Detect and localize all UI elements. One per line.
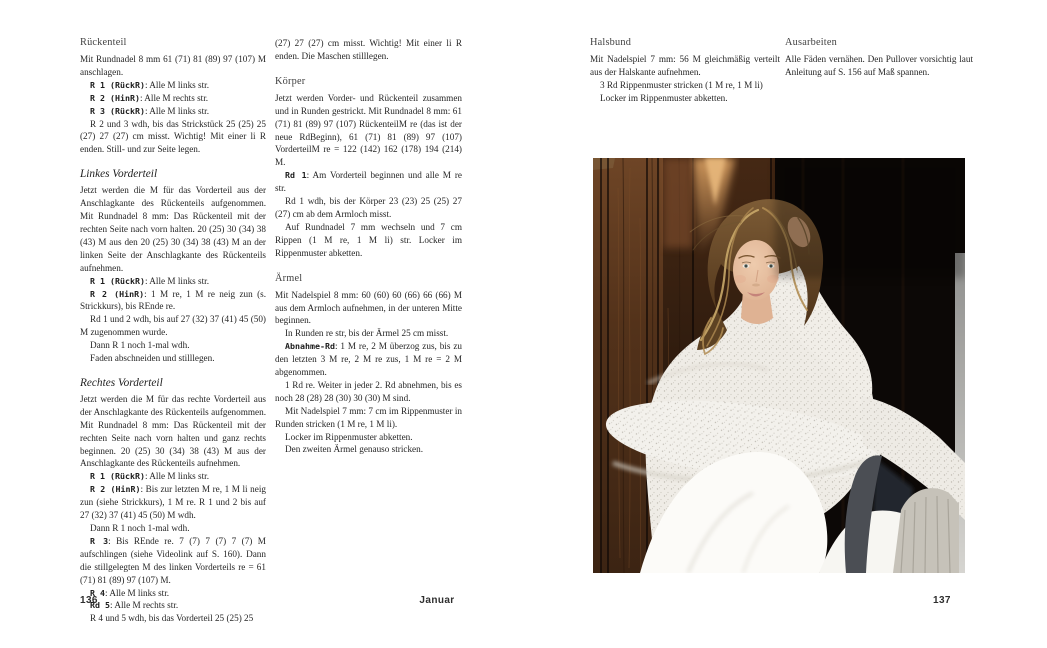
pattern-paragraph [275, 443, 462, 456]
section-heading-linkes-vorderteil [80, 168, 266, 181]
instruction-text: Mit Nadelspiel 7 mm: 56 M gleichmäßig verteilt aus der Halskante aufnehmen. [590, 54, 780, 77]
pattern-paragraph [80, 599, 266, 612]
row-label: Rd 1 [285, 170, 307, 181]
vignette [775, 158, 965, 278]
instruction-text: : Bis REnde re. 7 (7) 7 (7) 7 (7) M aufschlingen (siehe Videolink auf S. 160). Dann die stillgelegten M des linken Vorderteils re = 61 (71) 81 (89) 97 (107) M. [80, 535, 266, 585]
instruction-text: : Am Vorderteil beginnen und alle M re str. [275, 170, 462, 194]
pattern-paragraph [80, 483, 266, 522]
instruction-text: Locker im Rippenmuster abketten. [285, 431, 413, 442]
instruction-text: Rd 1 und 2 wdh, bis auf 27 (32) 37 (41) 45 (50) M zugenommen wurde. [80, 314, 266, 338]
section-heading-rechtes-vorderteil [80, 377, 266, 390]
row-label: R 1 (RückR) [90, 79, 145, 90]
pattern-paragraph [275, 37, 462, 63]
instruction-text: : Alle M rechts str. [139, 92, 209, 103]
pattern-paragraph [80, 79, 266, 92]
section-heading-ausarbeiten [785, 37, 973, 49]
left-page-column-2 [275, 37, 462, 456]
row-label: R 2 (HinR) [90, 92, 140, 103]
instruction-text: R 2 und 3 wdh, bis das Strickstück 25 (25) 25 (27) 27 (27) cm misst. Wichtig! Mit einer li R enden. Still- und zur Seite legen. [80, 118, 266, 155]
instruction-text: Jetzt werden Vorder- und Rückenteil zusammen und in Runden gestrickt. Mit Rundnadel 8 mm: 61 (71) 81 (89) 97 (107) RückenteilM re (das ist der neue RdBeginn), 61 (71) 81 (89) 97 (107) VorderteilM re = 122 (142) 162 (178) 194 (214) M. [275, 92, 462, 168]
instruction-text: : Alle M links str. [144, 471, 210, 482]
instruction-text: R 4 und 5 wdh, bis das Vorderteil 25 (25) 25 [90, 613, 254, 624]
pattern-paragraph [80, 105, 266, 118]
instruction-text: Rückenteil [80, 37, 127, 48]
pattern-paragraph [80, 92, 266, 105]
pattern-paragraph [785, 53, 973, 79]
section-heading-rueckenteil [80, 37, 266, 49]
instruction-text: Körper [275, 75, 306, 87]
instruction-text: 1 Rd re. Weiter in jeder 2. Rd abnehmen, bis es noch 28 (28) 28 (30) 30 (30) M sind. [275, 379, 462, 403]
row-label: R 1 (RückR) [90, 275, 145, 286]
page-number-left: 136 [80, 595, 98, 606]
instruction-text: Ärmel [275, 272, 303, 284]
pattern-paragraph [80, 313, 266, 339]
instruction-text: : Bis zur letzten M re, 1 M li neig zun (siehe Strickkurs), 1 M re. R 1 und 2 bis auf 27 (32) 37 (41) 45 (50) M wdh. [80, 484, 266, 521]
instruction-text: : Alle M rechts str. [109, 600, 179, 611]
instruction-text: Dann R 1 noch 1-mal wdh. [90, 340, 190, 351]
pattern-paragraph [590, 53, 780, 79]
instruction-text: Rechtes Vorderteil [80, 376, 163, 389]
pattern-paragraph [275, 92, 462, 169]
instruction-text: : Alle M links str. [144, 275, 210, 286]
section-heading-koerper [275, 76, 462, 88]
instruction-text: 3 Rd Rippenmuster stricken (1 M re, 1 M li) [600, 79, 763, 90]
page-number-right: 137 [933, 595, 951, 606]
instruction-text: : Alle M links str. [144, 79, 210, 90]
row-label: R 3 (RückR) [90, 105, 145, 116]
pattern-paragraph [275, 431, 462, 444]
row-label: R 3 [90, 535, 109, 546]
pattern-paragraph [80, 535, 266, 587]
instruction-text: Jetzt werden die M für das rechte Vorderteil aus der Anschlagkante des Rückenteils aufgenommen. Mit Rundnadel 8 mm: Das Rückenteil mit der rechten Seite nach vorn halten und ganz rechts beginnen. 20 (25) 30 (34) 38 (43) M aus der Anschlagkante des Rückenteils aufnehmen. [80, 393, 266, 469]
instruction-text: Linkes Vorderteil [80, 168, 158, 181]
right-page-column-1 [590, 37, 780, 105]
instruction-text: : Alle M links str. [105, 587, 170, 598]
pattern-paragraph [275, 169, 462, 195]
pattern-paragraph [80, 288, 266, 314]
pattern-paragraph [80, 522, 266, 535]
chapter-footer-label: Januar [419, 595, 455, 606]
pattern-paragraph [275, 327, 462, 340]
pattern-paragraph [275, 221, 462, 260]
pattern-paragraph [80, 339, 266, 352]
instruction-text: Halsbund [590, 37, 632, 48]
pattern-paragraph [590, 79, 780, 92]
instruction-text: (27) 27 (27) cm misst. Wichtig! Mit einer li R enden. Die Maschen stilllegen. [275, 38, 462, 61]
pattern-paragraph [275, 379, 462, 405]
instruction-text: : Alle M links str. [144, 105, 210, 116]
pattern-paragraph [80, 275, 266, 288]
row-label: R 4 [90, 587, 105, 598]
pattern-paragraph [590, 92, 780, 105]
instruction-text: : 1 M re, 2 M überzog zus, bis zu den letzten 3 M re, 2 M re zus, 1 M re = 2 M abgenommen. [275, 341, 462, 378]
pattern-paragraph [80, 393, 266, 470]
section-heading-halsbund [590, 37, 780, 49]
pattern-paragraph [275, 195, 462, 221]
instruction-text: Rd 1 wdh, bis der Körper 23 (23) 25 (25) 27 (27) cm ab dem Armloch misst. [275, 196, 462, 219]
pattern-paragraph [80, 184, 266, 274]
row-label: Abnahme-Rd [285, 341, 335, 352]
instruction-text: In Runden re str, bis der Ärmel 25 cm misst. [285, 328, 449, 339]
instruction-text: Mit Rundnadel 8 mm 61 (71) 81 (89) 97 (107) M anschlagen. [80, 54, 266, 77]
model-photo [593, 158, 965, 573]
pattern-paragraph [275, 405, 462, 431]
instruction-text: Ausarbeiten [785, 37, 837, 48]
row-label: Rd 5 [90, 600, 110, 611]
row-label: R 2 (HinR) [90, 288, 145, 299]
pattern-paragraph [80, 352, 266, 365]
row-label: R 2 (HinR) [90, 484, 141, 495]
instruction-text: : 1 M re, 1 M re neig zun (s. Strickkurs), bis REnde re. [80, 288, 267, 312]
pattern-paragraph [275, 289, 462, 328]
instruction-text: Auf Rundnadel 7 mm wechseln und 7 cm Rippen (1 M re, 1 M li) str. Locker im Rippenmuster abketten. [275, 221, 462, 258]
pattern-paragraph [275, 340, 462, 379]
pattern-paragraph [80, 118, 266, 157]
right-page-column-2 [785, 37, 973, 79]
pattern-paragraph [80, 470, 266, 483]
instruction-text: Faden abschneiden und stilllegen. [90, 353, 215, 364]
pattern-paragraph [80, 53, 266, 79]
instruction-text: Locker im Rippenmuster abketten. [600, 92, 728, 103]
instruction-text: Dann R 1 noch 1-mal wdh. [90, 523, 190, 533]
instruction-text: Den zweiten Ärmel genauso stricken. [285, 444, 424, 455]
instruction-text: Alle Fäden vernähen. Den Pullover vorsichtig laut Anleitung auf S. 156 auf Maß spannen. [785, 54, 973, 77]
instruction-text: Mit Nadelspiel 8 mm: 60 (60) 60 (66) 66 (66) M aus dem Armloch aufnehmen, in der unteren Mitte beginnen. [275, 289, 462, 326]
row-label: R 1 (RückR) [90, 471, 145, 482]
pattern-paragraph [80, 587, 266, 600]
section-heading-aermel [275, 273, 462, 285]
left-page-column-1 [80, 37, 266, 625]
pattern-paragraph [80, 612, 266, 625]
instruction-text: Mit Nadelspiel 7 mm: 7 cm im Rippenmuster in Runden stricken (1 M re, 1 M li). [275, 405, 462, 429]
instruction-text: Jetzt werden die M für das Vorderteil aus der Anschlagkante des Rückenteils aufgenommen. Mit Rundnadel 8 mm: Das Rückenteil mit der rechten Seite nach vorn halten. 20 (25) 30 (34) 38 (43) M aus den 20 (25) 30 (34) 38 (43) M an der linken Seite der Anschlagkante des Rückenteils aufnehmen. [80, 185, 266, 273]
